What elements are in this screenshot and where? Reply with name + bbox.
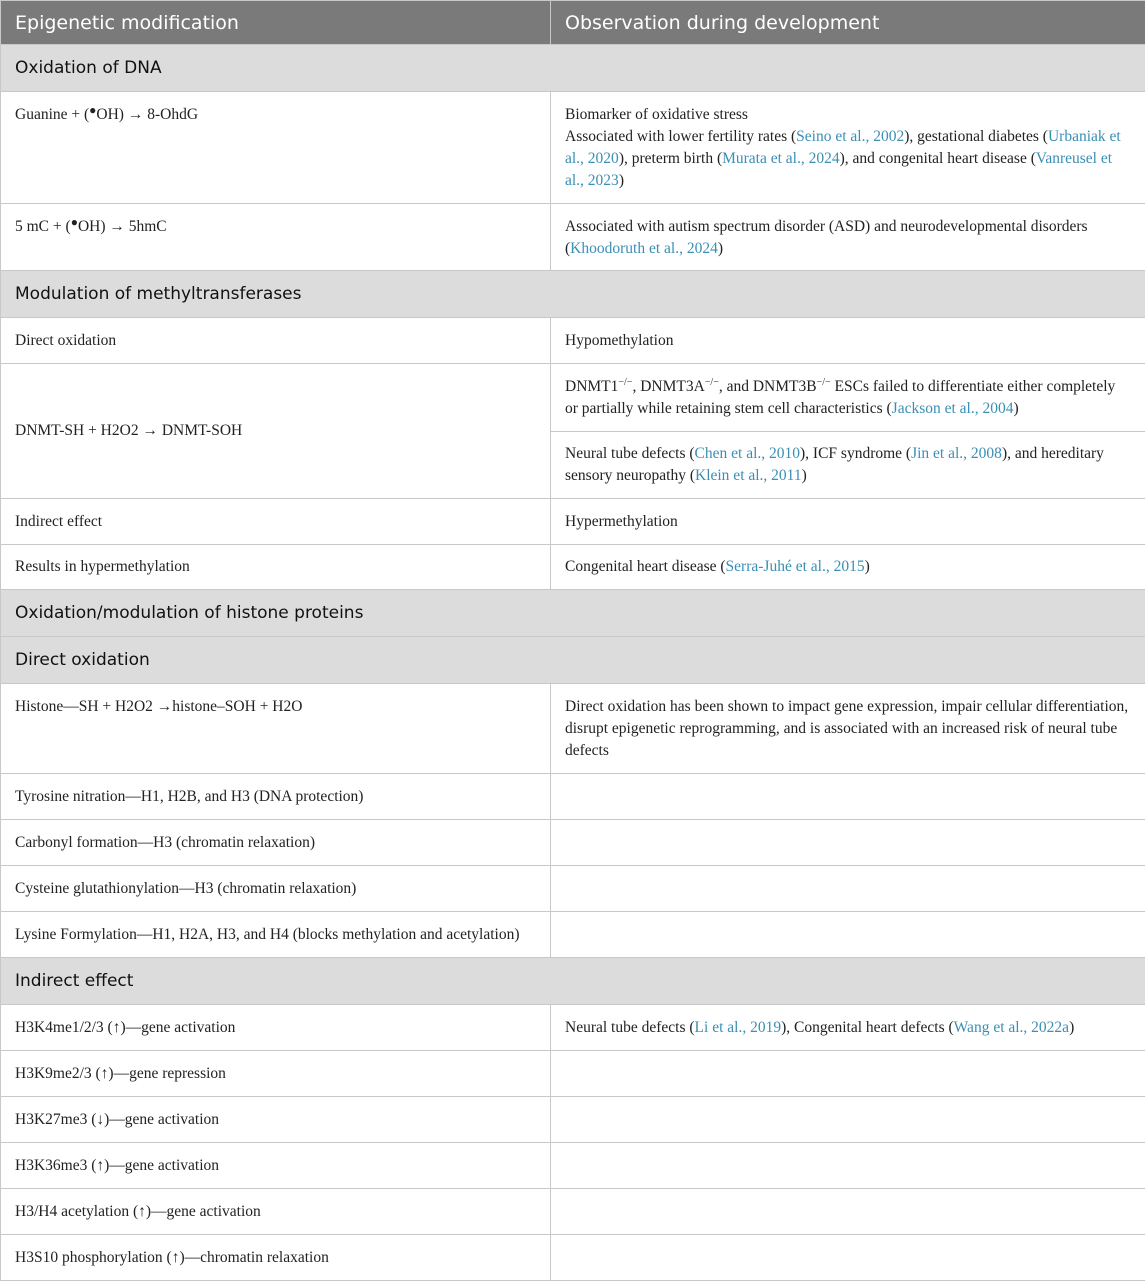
- citation-link[interactable]: Jin et al., 2008: [911, 445, 1002, 462]
- table-row: [1, 364, 1145, 432]
- citation-link[interactable]: Wang et al., 2022a: [954, 1019, 1069, 1036]
- section-row: [1, 590, 1145, 637]
- table-row: [1, 92, 1145, 204]
- modification-cell: H3/H4 acetylation (↑)—gene activation: [1, 1189, 551, 1235]
- section-row: [1, 271, 1145, 318]
- observation-cell: [551, 774, 1145, 820]
- citation-link[interactable]: Klein et al., 2011: [695, 467, 802, 484]
- text: ): [619, 172, 624, 189]
- observation-cell: [551, 545, 1145, 590]
- section-histone: Oxidation/modulation of histone proteins: [1, 590, 1145, 637]
- text: Neural tube defects (: [565, 445, 695, 462]
- header-epigenetic-modification: Epigenetic modification: [1, 1, 551, 45]
- text: ): [802, 467, 807, 484]
- text: ), preterm birth (: [619, 150, 722, 167]
- observation-cell: [551, 364, 1145, 432]
- citation-link[interactable]: Vanreusel et al., 2023: [565, 150, 1112, 189]
- table-row: [1, 774, 1145, 820]
- citation-link[interactable]: Murata et al., 2024: [722, 150, 840, 167]
- citation-link[interactable]: Chen et al., 2010: [695, 445, 800, 462]
- modification-cell: H3K27me3 (↓)—gene activation: [1, 1097, 551, 1143]
- text: OH) → 5hmC: [78, 218, 167, 235]
- observation-cell: Hypomethylation: [551, 318, 1145, 364]
- table-row: [1, 820, 1145, 866]
- modification-cell: Histone—SH + H2O2 →histone–SOH + H2O: [1, 684, 551, 774]
- table-row: [1, 1143, 1145, 1189]
- table-row: [1, 318, 1145, 364]
- observation-cell: Direct oxidation has been shown to impact gene expression, impair cellular differentiation, disrupt epigenetic reprogramming, and is associated with an increased risk of neural tube defects: [551, 684, 1145, 774]
- text: Guanine + (: [15, 106, 89, 123]
- text: ), ICF syndrome (: [800, 445, 911, 462]
- text: Biomarker of oxidative stress: [565, 106, 748, 123]
- section-indirect-effect: Indirect effect: [1, 958, 1145, 1005]
- modification-cell: H3S10 phosphorylation (↑)—chromatin relaxation: [1, 1235, 551, 1281]
- observation-cell: [551, 1189, 1145, 1235]
- modification-cell: Tyrosine nitration—H1, H2B, and H3 (DNA protection): [1, 774, 551, 820]
- radical-dot: ●: [71, 215, 78, 229]
- text: ), and congenital heart disease (: [840, 150, 1036, 167]
- superscript: −/−: [817, 376, 831, 387]
- section-row: [1, 637, 1145, 684]
- citation-link[interactable]: Seino et al., 2002: [796, 128, 904, 145]
- citation-link[interactable]: Li et al., 2019: [695, 1019, 782, 1036]
- text: , DNMT3A: [632, 378, 704, 395]
- observation-cell: [551, 432, 1145, 499]
- superscript: −/−: [618, 376, 632, 387]
- modification-cell: H3K36me3 (↑)—gene activation: [1, 1143, 551, 1189]
- text: ), Congenital heart defects (: [781, 1019, 954, 1036]
- text: , and DNMT3B: [719, 378, 817, 395]
- observation-cell: [551, 820, 1145, 866]
- citation-link[interactable]: Khoodoruth et al., 2024: [570, 240, 718, 257]
- text: OH) → 8-OhdG: [96, 106, 198, 123]
- table-row: [1, 204, 1145, 271]
- modification-cell: DNMT-SH + H2O2 → DNMT-SOH: [1, 364, 551, 499]
- table-row: [1, 1235, 1145, 1281]
- modification-cell: H3K4me1/2/3 (↑)—gene activation: [1, 1005, 551, 1051]
- modification-cell: Indirect effect: [1, 499, 551, 545]
- text: ): [1014, 400, 1019, 417]
- modification-cell: [1, 92, 551, 204]
- header-row: [1, 1, 1145, 45]
- table-row: [1, 545, 1145, 590]
- table-row: [1, 1189, 1145, 1235]
- citation-link[interactable]: Serra-Juhé et al., 2015: [726, 558, 865, 575]
- modification-cell: Results in hypermethylation: [1, 545, 551, 590]
- modification-cell: Lysine Formylation—H1, H2A, H3, and H4 (blocks methylation and acetylation): [1, 912, 551, 958]
- section-direct-oxidation: Direct oxidation: [1, 637, 1145, 684]
- text: ): [718, 240, 723, 257]
- observation-cell: [551, 1051, 1145, 1097]
- observation-cell: [551, 866, 1145, 912]
- modification-cell: Direct oxidation: [1, 318, 551, 364]
- observation-cell: [551, 1005, 1145, 1051]
- text: ): [1069, 1019, 1074, 1036]
- observation-cell: [551, 912, 1145, 958]
- text: Associated with autism spectrum disorder (ASD) and neurodevelopmental disorders (: [565, 218, 1088, 257]
- text: ), and hereditary sensory neuropathy (: [565, 445, 1104, 484]
- table-row: [1, 866, 1145, 912]
- modification-cell: Carbonyl formation—H3 (chromatin relaxation): [1, 820, 551, 866]
- text: Congenital heart disease (: [565, 558, 726, 575]
- text: 5 mC + (: [15, 218, 71, 235]
- text: DNMT1: [565, 378, 618, 395]
- citation-link[interactable]: Jackson et al., 2004: [892, 400, 1014, 417]
- observation-cell: [551, 1143, 1145, 1189]
- text: ESCs failed to differentiate either completely or partially while retaining stem cell characteristics (: [565, 378, 1115, 417]
- table-row: [1, 499, 1145, 545]
- observation-cell: [551, 92, 1145, 204]
- text: Neural tube defects (: [565, 1019, 695, 1036]
- section-row: [1, 45, 1145, 92]
- superscript: −/−: [705, 376, 719, 387]
- observation-cell: [551, 204, 1145, 271]
- table-row: [1, 912, 1145, 958]
- section-dna-oxidation: Oxidation of DNA: [1, 45, 1145, 92]
- text: ), gestational diabetes (: [904, 128, 1048, 145]
- text: ): [865, 558, 870, 575]
- table-row: [1, 1005, 1145, 1051]
- citation-link[interactable]: Urbaniak et al., 2020: [565, 128, 1121, 167]
- observation-cell: [551, 1235, 1145, 1281]
- header-observation: Observation during development: [551, 1, 1145, 45]
- observation-cell: Hypermethylation: [551, 499, 1145, 545]
- text: Associated with lower fertility rates (: [565, 128, 796, 145]
- section-row: [1, 958, 1145, 1005]
- observation-cell: [551, 1097, 1145, 1143]
- table-row: [1, 1097, 1145, 1143]
- modification-cell: Cysteine glutathionylation—H3 (chromatin relaxation): [1, 866, 551, 912]
- section-methyltransferases: Modulation of methyltransferases: [1, 271, 1145, 318]
- modification-cell: H3K9me2/3 (↑)—gene repression: [1, 1051, 551, 1097]
- table-row: [1, 1051, 1145, 1097]
- table-row: [1, 684, 1145, 774]
- radical-dot: ●: [89, 103, 96, 117]
- modification-cell: [1, 204, 551, 271]
